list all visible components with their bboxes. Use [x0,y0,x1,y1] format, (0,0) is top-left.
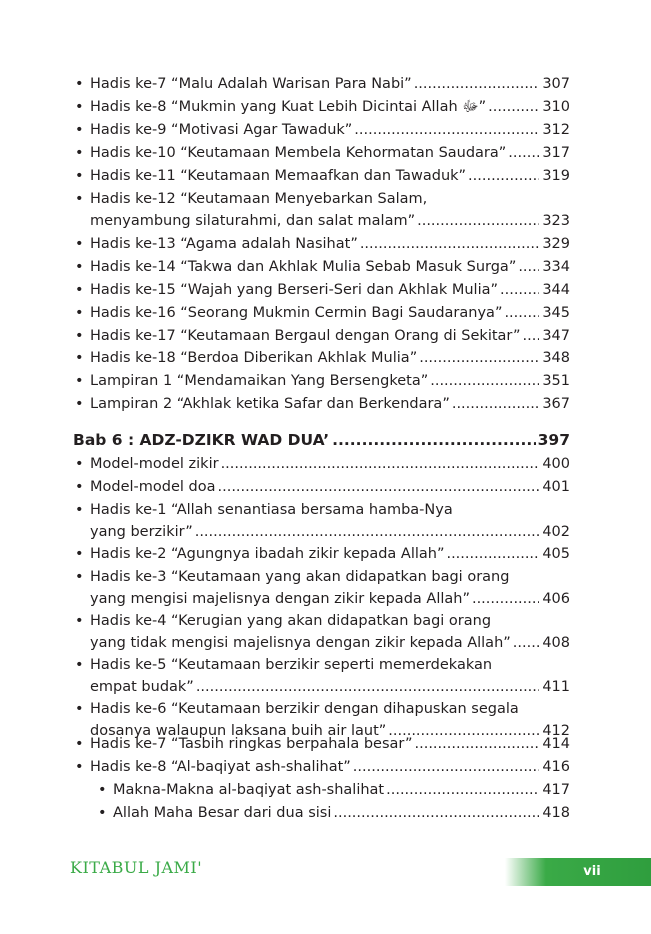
toc-entry [75,279,570,301]
toc-entry-title: Hadis ke-11 “Keutamaan Memaafkan dan Tawaduk” [90,168,467,184]
leader-dots [218,476,540,498]
toc-entry [75,476,570,498]
leader-dots [508,142,539,164]
bullet: • [75,191,84,207]
bullet: • [75,259,84,275]
page-number-bar [505,858,651,886]
bullet: • [75,613,84,629]
leader-dots [468,165,539,187]
toc-entry-title: Hadis ke-7 “Malu Adalah Warisan Para Nabi” [90,76,412,92]
leader-dots [417,210,539,232]
leader-dots [419,347,539,369]
toc-entry-title: Hadis ke-13 “Agama adalah Nasihat” [90,236,358,252]
toc-entry-title: Model-model zikir [90,456,219,472]
bullet: • [98,805,107,821]
bullet: • [75,168,84,184]
toc-entry [75,256,570,278]
toc-entry-title: yang berzikir” [90,524,193,540]
leader-dots [430,370,539,392]
toc-subentry [98,802,570,824]
toc-entry-page: 401 [542,479,570,495]
toc-entry-page: 400 [542,456,570,472]
leader-dots [500,279,539,301]
leader-dots [415,733,540,755]
toc-entry [75,453,570,475]
leader-dots [354,119,539,141]
toc-entry-title-line1: Hadis ke-4 “Kerugian yang akan didapatkan bagi orang [90,613,492,629]
leader-dots [414,73,540,95]
toc-entry-title: Hadis ke-18 “Berdoa Diberikan Akhlak Mulia” [90,350,418,366]
toc-entry-title: Hadis ke-8 “Mukmin yang Kuat Lebih Dicintai Allah ﷻ” [90,99,487,115]
toc-entry-page: 329 [542,236,570,252]
toc-entry-page: 408 [542,635,570,651]
toc-entry-page: 347 [542,328,570,344]
toc-entry [75,393,570,415]
bullet: • [75,328,84,344]
leader-dots [353,756,540,778]
bullet: • [75,479,84,495]
chapter-heading [73,429,570,451]
toc-entry-page: 411 [542,679,570,695]
toc-entry-title: yang mengisi majelisnya dengan zikir kepada Allah” [90,591,470,607]
leader-dots [452,393,539,415]
leader-dots [332,429,536,451]
page-number: vii [583,864,601,879]
toc-entry-page: 323 [542,213,570,229]
toc-subentry-page: 418 [542,805,570,821]
leader-dots [472,588,539,610]
toc-entry-page: 307 [542,76,570,92]
toc-entry-title: Hadis ke-8 “Al-baqiyat ash-shalihat” [90,759,351,775]
bullet: • [75,282,84,298]
toc-entry [75,96,570,118]
leader-dots [221,453,540,475]
leader-dots [518,256,539,278]
toc-entry-title-line1: Hadis ke-1 “Allah senantiasa bersama hamba-Nya [90,502,453,518]
bullet: • [75,236,84,252]
toc-entry-page: 312 [542,122,570,138]
leader-dots [513,632,540,654]
toc-entry-title: Hadis ke-7 “Tasbih ringkas berpahala besar” [90,736,413,752]
toc-entry-page: 310 [542,99,570,115]
bullet: • [75,701,84,717]
toc-subentry-title: Allah Maha Besar dari dua sisi [113,805,332,821]
toc-entry-page: 402 [542,524,570,540]
toc-entry-title: Hadis ke-17 “Keutamaan Bergaul dengan Orang di Sekitar” [90,328,521,344]
toc-subentry-title: Makna-Makna al-baqiyat ash-shalihat [113,782,385,798]
leader-dots [386,779,539,801]
bullet: • [98,782,107,798]
toc-entry-title: Hadis ke-15 “Wajah yang Berseri-Seri dan Akhlak Mulia” [90,282,498,298]
bullet: • [75,373,84,389]
toc-entry [75,233,570,255]
toc-entry-page: 344 [542,282,570,298]
toc-entry-page: 416 [542,759,570,775]
leader-dots [360,233,539,255]
toc-entry-page: 412 [542,723,570,739]
toc-entry [75,654,570,698]
bullet: • [75,759,84,775]
bullet: • [75,396,84,412]
toc-entry [75,142,570,164]
toc-entry-title: Lampiran 2 “Akhlak ketika Safar dan Berkendara” [90,396,450,412]
toc-entry-page: 405 [542,546,570,562]
toc-entry-title-line1: Hadis ke-5 “Keutamaan berzikir seperti memerdekakan [90,657,493,673]
toc-entry-title: Lampiran 1 “Mendamaikan Yang Bersengketa” [90,373,429,389]
toc-entry-page: 317 [542,145,570,161]
chapter-title: Bab 6 : ADZ-DZIKR WAD DUA’ [73,431,330,449]
leader-dots [195,521,540,543]
toc-entry-title-line1: Hadis ke-3 “Keutamaan yang akan didapatkan bagi orang [90,569,510,585]
toc-entry-title: yang tidak mengisi majelisnya dengan zikir kepada Allah” [90,635,511,651]
toc-entry [75,119,570,141]
toc-entry-page: 348 [542,350,570,366]
toc-entry-title: empat budak” [90,679,194,695]
toc-entry-title: Model-model doa [90,479,216,495]
chapter-page: 397 [537,431,570,449]
toc-entry-page: 414 [542,736,570,752]
bullet: • [75,350,84,366]
bullet: • [75,736,84,752]
bullet: • [75,657,84,673]
toc-entry [75,165,570,187]
toc-entry [75,347,570,369]
bullet: • [75,99,84,115]
toc-entry-title-line1: Hadis ke-6 “Keutamaan berzikir dengan dihapuskan segala [90,701,519,717]
toc-entry-page: 351 [542,373,570,389]
toc-entry-title: Hadis ke-14 “Takwa dan Akhlak Mulia Sebab Masuk Surga” [90,259,517,275]
toc-entry-page: 334 [542,259,570,275]
toc-entry [75,756,570,778]
toc-entry-title: Hadis ke-2 “Agungnya ibadah zikir kepada Allah” [90,546,445,562]
toc-entry [75,610,570,654]
toc-entry-title: Hadis ke-16 “Seorang Mukmin Cermin Bagi Saudaranya” [90,305,503,321]
toc-entry-title-line1: Hadis ke-12 “Keutamaan Menyebarkan Salam, [90,191,428,207]
leader-dots [333,802,539,824]
leader-dots [446,543,539,565]
leader-dots [504,302,539,324]
leader-dots [488,96,539,118]
toc-entry [75,188,570,232]
toc-entry-page: 345 [542,305,570,321]
toc-subentry-page: 417 [542,782,570,798]
toc-entry [75,73,570,95]
book-title: KITABUL JAMI' [70,858,203,877]
toc-entry-title: Hadis ke-10 “Keutamaan Membela Kehormatan Saudara” [90,145,507,161]
toc-entry-page: 406 [542,591,570,607]
toc-entry-title: dosanya walaupun laksana buih air laut” [90,723,387,739]
bullet: • [75,569,84,585]
bullet: • [75,145,84,161]
leader-dots [523,325,540,347]
toc-entry [75,370,570,392]
bullet: • [75,76,84,92]
toc-entry-page: 319 [542,168,570,184]
toc-entry-title: menyambung silaturahmi, dan salat malam” [90,213,416,229]
leader-dots [196,676,539,698]
toc-entry [75,566,570,610]
toc-entry [75,302,570,324]
bullet: • [75,122,84,138]
bullet: • [75,546,84,562]
toc-subentry [98,779,570,801]
bullet: • [75,456,84,472]
toc-entry [75,499,570,543]
toc-entry [75,325,570,347]
toc-entry [75,543,570,565]
bullet: • [75,502,84,518]
toc-entry [75,733,570,755]
toc-entry-page: 367 [542,396,570,412]
toc-entry-title: Hadis ke-9 “Motivasi Agar Tawaduk” [90,122,353,138]
bullet: • [75,305,84,321]
